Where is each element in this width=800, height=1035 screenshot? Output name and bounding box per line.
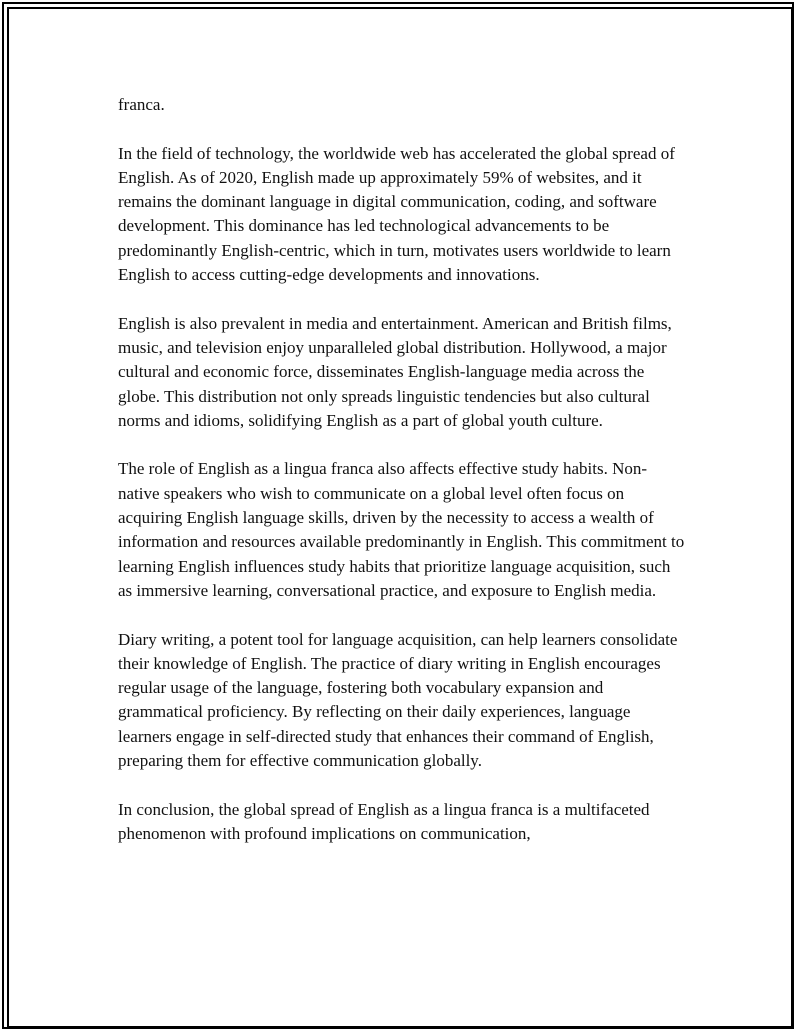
paragraph-fragment: franca. — [118, 95, 165, 114]
paragraph-study-habits: The role of English as a lingua franca also affects effective study habits. Non-native speakers who wish to communicate on a global level often focus on acquiring English language skills, driven by the necessity to access a wealth of information and resources available predominantly in English. This commitment to learning English influences study habits that prioritize language acquisition, such as immersive learning, conversational practice, and exposure to English media. — [118, 459, 685, 600]
paragraph-technology: In the field of technology, the worldwide web has accelerated the global spread of English. As of 2020, English made up approximately 59% of websites, and it remains the dominant language in digital communication, coding, and software development. This dominance has led technological advancements to be predominantly English-centric, which in turn, motivates users worldwide to learn English to access cutting-edge developments and innovations. — [118, 143, 675, 285]
paragraph-diary-writing: Diary writing, a potent tool for language acquisition, can help learners consolidate their knowledge of English. The practice of diary writing in English encourages regular usage of the language, fostering both vocabulary expansion and grammatical proficiency. By reflecting on their daily experiences, language learners engage in self-directed study that enhances their command of English, preparing them for effective communication globally. — [118, 629, 678, 771]
paragraph-conclusion: In conclusion, the global spread of English as a lingua franca is a multifaceted phenomenon with profound implications on communication, — [118, 799, 650, 843]
document-body — [118, 93, 688, 871]
paragraph-media: English is also prevalent in media and entertainment. American and British films, music, and television enjoy unparalleled global distribution. Hollywood, a major cultural and economic force, disseminates English-language media across the globe. This distribution not only spreads linguistic tendencies but also cultural norms and idioms, solidifying English as a part of global youth culture. — [118, 313, 672, 430]
